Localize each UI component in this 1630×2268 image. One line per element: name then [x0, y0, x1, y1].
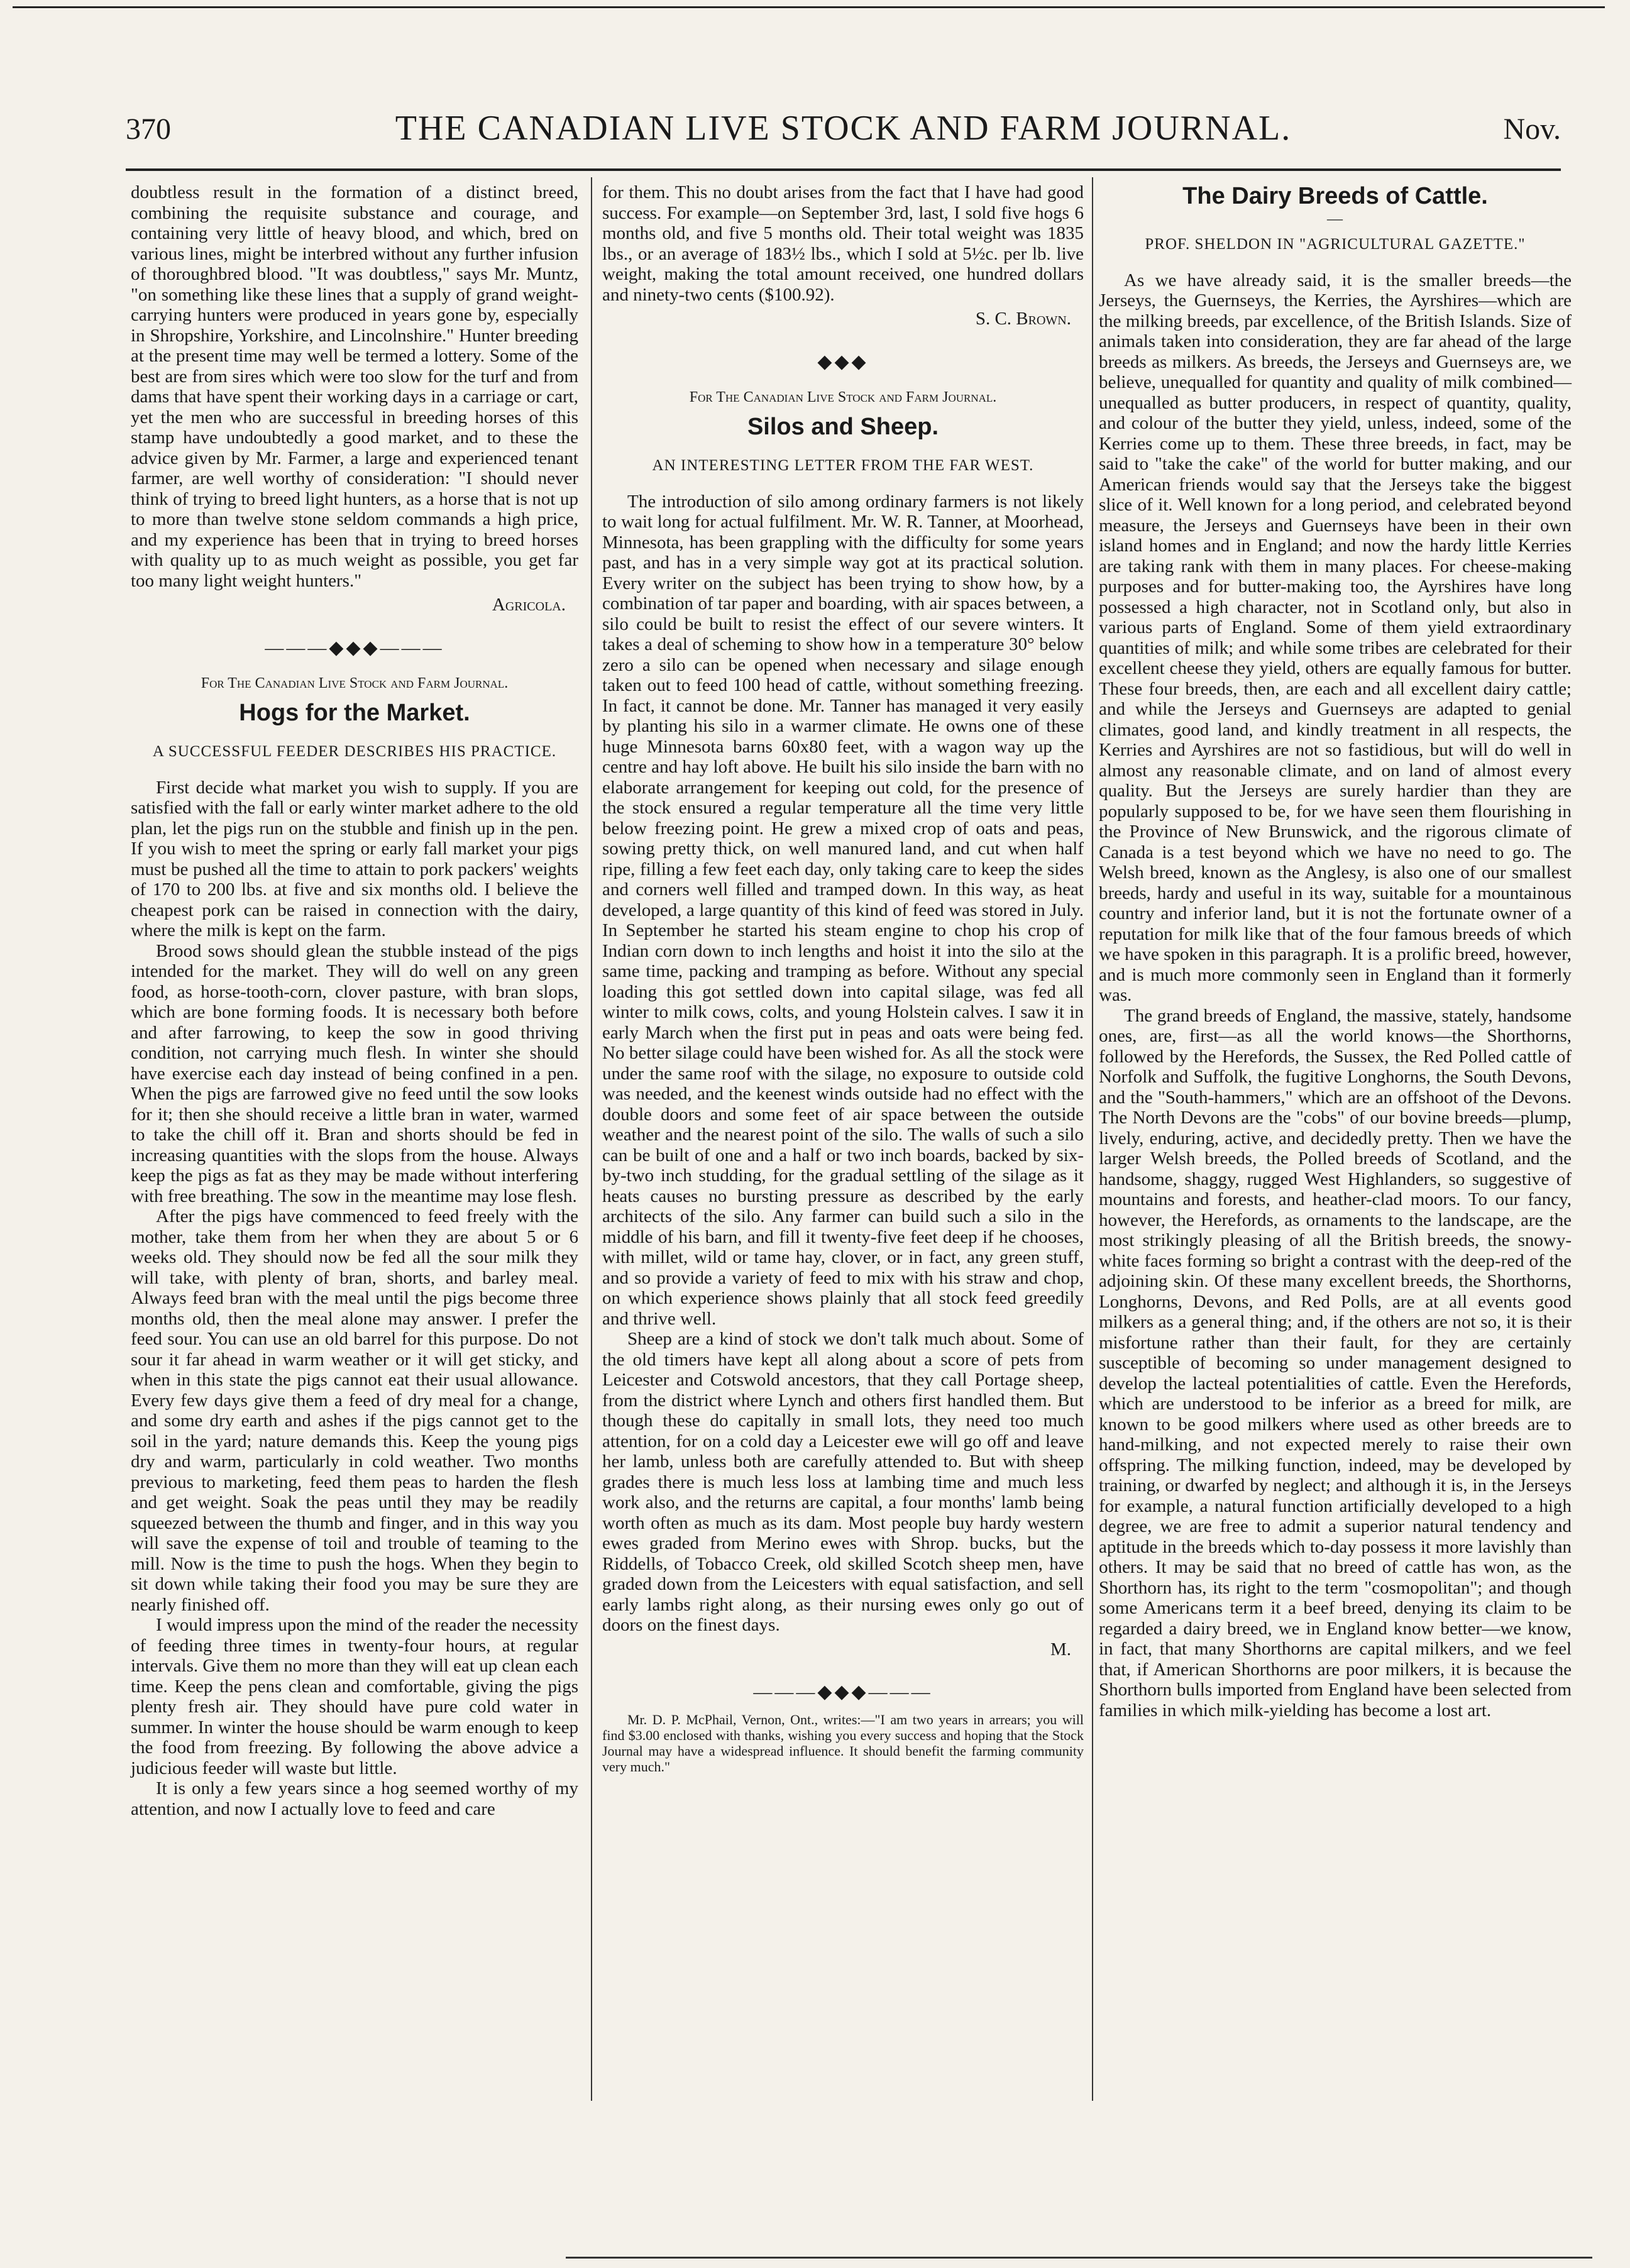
article-title: Silos and Sheep. — [747, 413, 939, 440]
paragraph: First decide what market you wish to supply. If you are satisfied with the fall or early winter market adhere to the old plan, let the pigs run on the stubble and finish up in the pen. If you wish to meet the spring or early fall market your pigs must be pushed all the time to attain to pork packers' weights of 170 to 200 lbs. at five and six months old. I believe the cheapest pork can be raised in connection with the dairy, where the milk is kept on the farm. — [131, 777, 578, 940]
paragraph: After the pigs have commenced to feed freely with the mother, take them from her when they are about 5 or 6 weeks old. They should now be fed all the sour milk they will take, with plenty of bran, shorts, and barley meal. Always feed bran with the meal until the pigs become three months old, then the meal alone may answer. I prefer the feed sour. You can use an old barrel for this purpose. Do not sour it far ahead in warm weather or it will get sticky, and when in this state the pigs cannot eat their usual allowance. Every few days give them a feed of dry meal for a change, and some dry earth and ashes if the pigs cannot get to the soil in the yard; nature demands this. Keep the young pigs dry and warm, particularly in cold weather. Two months previous to marketing, feed them peas to harden the flesh and get weight. Soak the peas until they may be readily squeezed between the thumb and finger, and in this way you will save the expense of toil and trouble of teaming to the mill. Now is the time to push the hogs. When they begin to sit down while taking their food you may be sure they are nearly finished off. — [131, 1206, 578, 1615]
signature: S. C. Brown. — [975, 309, 1071, 329]
column-3 — [1099, 182, 1572, 1720]
ornament-divider: ◆◆◆ — [817, 351, 869, 372]
title-dash: — — [1327, 210, 1343, 228]
bottom-border — [566, 2257, 1592, 2259]
signature: Agricola. — [492, 595, 566, 615]
article-subtitle: A SUCCESSFUL FEEDER DESCRIBES HIS PRACTICE. — [152, 743, 557, 760]
page-header — [126, 109, 1561, 156]
paragraph: It is only a few years since a hog seemed worthy of my attention, and now I actually love to feed and care — [131, 1778, 578, 1819]
for-line: For The Canadian Live Stock and Farm Journal. — [689, 389, 997, 405]
article-title: The Dairy Breeds of Cattle. — [1182, 183, 1488, 209]
column-1 — [131, 182, 578, 1819]
reader-note: Mr. D. P. McPhail, Vernon, Ont., writes:—"I am two years in arrears; you will find $3.00 enclosed with thanks, wishing you every success and hoping that the Stock Journal may have a widespread influence. It should benefit the farming community very much." — [602, 1711, 1084, 1775]
top-border — [13, 6, 1605, 8]
for-line: For The Canadian Live Stock and Farm Journal. — [201, 675, 509, 691]
column-divider-1 — [591, 177, 592, 2101]
paragraph: Brood sows should glean the stubble instead of the pigs intended for the market. They will do well on any green food, as horse-tooth-corn, clover pasture, with bran slops, which are bone forming foods. It is necessary both before and after farrowing, to keep the sow in good thriving condition, not carrying much flesh. In winter she should have exercise each day instead of being confined in a pen. When the pigs are farrowed give no feed until the sow looks for it; then she should receive a little bran in water, warmed to take the chill off it. Bran and shorts should be fed in increasing quantities with the slops from the house. Always keep the pigs as fat as they may be made without interfering with free breathing. The sow in the meantime may lose flesh. — [131, 940, 578, 1206]
article-title: Hogs for the Market. — [239, 699, 470, 726]
paragraph: The grand breeds of England, the massive, stately, handsome ones, are, first—as all the world knows—the Shorthorns, followed by the Herefords, the Sussex, the Red Polled cattle of Norfolk and Suffolk, the fugitive Longhorns, the South Devons, and the "South-hammers," which are an offshoot of the Devons. The North Devons are the "cobs" of our bovine breeds—plump, lively, enduring, active, and decidedly pretty. Then we have the larger Welsh breeds, the Polled breeds of Scotland, and the handsome, shaggy, rugged West Highlanders, so suggestive of mountains and forests, and heather-clad moors. To our fancy, however, the Herefords, as ornaments to the landscape, are the most strikingly pleasing of all the British breeds, the snowy-white faces forming so bright a contrast with the deep-red of the adjoining skin. Of these many excellent breeds, the Shorthorns, Longhorns, Devons, and Red Polls, are at all events good milkers as a general thing; and, if the others are not so, it is their misfortune rather than their fault, for they are certainly susceptible of becoming so under management designed to develop the lacteal potentialities of cattle. Even the Herefords, which are understood to be inferior as a breed for milk, are known to be good milkers where used as other breeds are to hand-milking, and not expected merely to raise their own offspring. The milking function, indeed, may be developed by training, or dwarfed by neglect; and although it is, in the Jerseys for example, a natural function artificially developed to a high degree, we are free to admit a superior natural tendency and aptitude in the breeds which to-day possess it more lavishly than others. It may be said that no breed of cattle has won, as the Shorthorn has, its right to the term "cosmopolitan"; and though some Americans term it a beef breed, denying its claim to be regarded a dairy breed, we in England know better—we know, in fact, that many Shorthorns are capital milkers, and we feel that, if American Shorthorns are poor milkers, it is because the Shorthorn bulls imported from England have been selected from families in which milk-yielding has become a lost art. — [1099, 1005, 1572, 1720]
signature: M. — [1050, 1639, 1071, 1660]
paragraph: Sheep are a kind of stock we don't talk much about. Some of the old timers have kept all along about a score of pets from Leicester and Cotswold ancestors, that they call Portage sheep, from the district where Lynch and others first handled them. But though these do capitally in small lots, they need too much attention, for on a cold day a Leicester ewe will go off and leave her lamb, unless both are carefully attended to. But with sheep grades there is much less loss at lambing time and much less work also, and the returns are capital, a four months' lamb being worth often as much as its dam. Most people buy hardy western ewes graded from Merino ewes with Shrop. bucks, but the Riddells, of Tobacco Creek, old skilled Scotch sheep men, have graded down from the Leicesters with equal satisfaction, and sell early lambs right along, as their nursing ewes only go out of doors on the finest days. — [602, 1329, 1084, 1635]
header-rule — [126, 168, 1561, 171]
article-subtitle: AN INTERESTING LETTER FROM THE FAR WEST. — [652, 457, 1034, 474]
journal-title: THE CANADIAN LIVE STOCK AND FARM JOURNAL. — [395, 109, 1292, 148]
ornament-divider: ———◆◆◆——— — [265, 637, 444, 658]
column-2 — [602, 182, 1084, 1775]
column-divider-2 — [1092, 177, 1093, 2101]
paragraph: I would impress upon the mind of the reader the necessity of feeding three times in twenty-four hours, at regular intervals. Give them no more than they will eat up clean each time. Keep the pens clean and comfortable, giving the pigs plenty fresh air. They should have pure cold water in summer. In winter the house should be warm enough to keep the food from freezing. By following the above advice a judicious feeder will waste but little. — [131, 1615, 578, 1778]
page-number: 370 — [126, 113, 171, 146]
ornament-divider: ———◆◆◆——— — [753, 1682, 933, 1702]
continued-text: for them. This no doubt arises from the fact that I have had good success. For example—on September 3rd, last, I sold five hogs 6 months old, and five 5 months old. Their total weight was 1835 lbs., or an average of 183½ lbs., which I sold at 5½c. per lb. live weight, making the total amount received, one hundred dollars and ninety-two cents ($100.92). — [602, 182, 1084, 305]
paragraph: The introduction of silo among ordinary farmers is not likely to wait long for actual fulfilment. Mr. W. R. Tanner, at Moorhead, Minnesota, has been grappling with the difficulty for some years past, and has in a very simple way got at its practical solution. Every writer on the subject has been trying to show how, by a combination of tar paper and boarding, with air spaces between, a silo could be built to resist the effect of our severe winters. It takes a deal of scheming to show how in a temperature 30° below zero a silo can be opened when necessary and silage enough taken out to feed 100 head of cattle, without something freezing. In fact, it cannot be done. Mr. Tanner has managed it very easily by planting his silo in a warmer climate. He owns one of these huge Minnesota barns 60x80 feet, with a wagon way up the centre and hay loft above. He built his silo inside the barn with no elaborate arrangement for keeping out cold, for the presence of the stock ensured a regular temperature all the time very little below freezing point. He grew a mixed crop of oats and peas, sowing pretty thick, on well manured land, and cut when half ripe, filling a few feet each day, only taking care to keep the sides and corners well filled and tramped down. In this way, as heat developed, a large quantity of this kind of feed was stored in July. In September he started his steam engine to chop his crop of Indian corn down to inch lengths and hoist it into the silo at the same time, packing and tramping as before. Without any special loading this got settled down into capital silage, was fed all winter to milk cows, colts, and young Holstein calves. I saw it in early March when the first put in peas and oats were being fed. No better silage could have been wished for. As all the stock were under the same roof with the silage, no exposure to outside cold was needed, and the keenest winds outside had no effect with the double doors and some feet of air space between the outside weather and the nearest point of the silo. The walls of such a silo can be built of one and a half or two inch boards, backed by six-by-two inch studding, for the gradual settling of the silage as it heats causes no bursting pressure as described by the early architects of the silo. Any farmer can build such a silo in the middle of his barn, and fill it twenty-five feet deep if he chooses, with millet, wild or tame hay, clover, or in fact, any green stuff, and so provide a variety of feed to mix with his straw and chop, on which experience shows plainly that all stock feed greedily and thrive well. — [602, 491, 1084, 1329]
issue-month: Nov. — [1503, 113, 1561, 146]
paragraph: As we have already said, it is the smaller breeds—the Jerseys, the Guernseys, the Kerries, the Ayrshires—which are the milking breeds, par excellence, of the British Islands. Size of animals taken into consideration, they are far ahead of the large breeds as milkers. As breeds, the Jerseys and Guernseys are, we believe, unequalled for quantity and quality of milk combined—unequalled as butter producers, in respect of quantity, quality, and colour of the butter they yield, unless, indeed, some of the Kerries come up to them. These three breeds, in fact, may be said to "take the cake" of the world for butter making, and our American friends would say that the Jerseys take the biggest slice of it. Well known for a long period, and celebrated beyond measure, the Jerseys and Guernseys have been in their own island homes and in England; and now the hardy little Kerries are taking rank with them in many places. For cheese-making purposes and for butter-making too, the Ayrshires have long possessed a high character, not in Scotland only, but also in various parts of England. Some of them yield extraordinary quantities of milk; and while some tribes are celebrated for their excellent cheese they yield, others are equally famous for butter. These four breeds, then, are each and all excellent dairy cattle; and while the Jerseys and Guernseys are adapted to genial climates, good land, and kindly treatment in all respects, the Kerries and Ayrshires are not so fastidious, but will do well in almost any reasonable climate, and on land of almost every quality. But the Jerseys are surely hardier than they are popularly supposed to be, for we have seen them flourishing in the Province of New Brunswick, and the rigorous climate of Canada is a test beyond which we have no need to go. The Welsh breed, known as the Anglesy, is also one of our smallest breeds, hardy and useful in its way, suitable for a mountainous country and inferior land, but it is not the fortunate owner of a reputation for milk like that of the four famous breeds of which we have spoken in this paragraph. It is a prolific breed, however, and is much more commonly seen in England than it formerly was. — [1099, 270, 1572, 1005]
continued-text: doubtless result in the formation of a distinct breed, combining the requisite substance and courage, and containing very little of heavy blood, and which, bred on various lines, might be interbred without any further infusion of thoroughbred blood. "It was doubtless," says Mr. Muntz, "on something like these lines that a supply of grand weight-carrying hunters were produced in years gone by, especially in Shropshire, Yorkshire, and Lincolnshire." Hunter breeding at the present time may well be termed a lottery. Some of the best are from sires which were too slow for the turf and from dams that have spent their working days in a carriage or cart, yet the men who are successful in breeding horses of this stamp have undoubtedly a good market, and to these the advice given by Mr. Farmer, a large and experienced tenant farmer, are well worthy of consideration: "I should never think of trying to breed light hunters, as a horse that is not up to more than twelve stone seldom commands a high price, and my experience has been that in trying to breed horses with quality up to as much weight as possible, you get far too many light weight hunters." — [131, 182, 578, 591]
article-byline: PROF. SHELDON IN "AGRICULTURAL GAZETTE." — [1145, 236, 1526, 253]
